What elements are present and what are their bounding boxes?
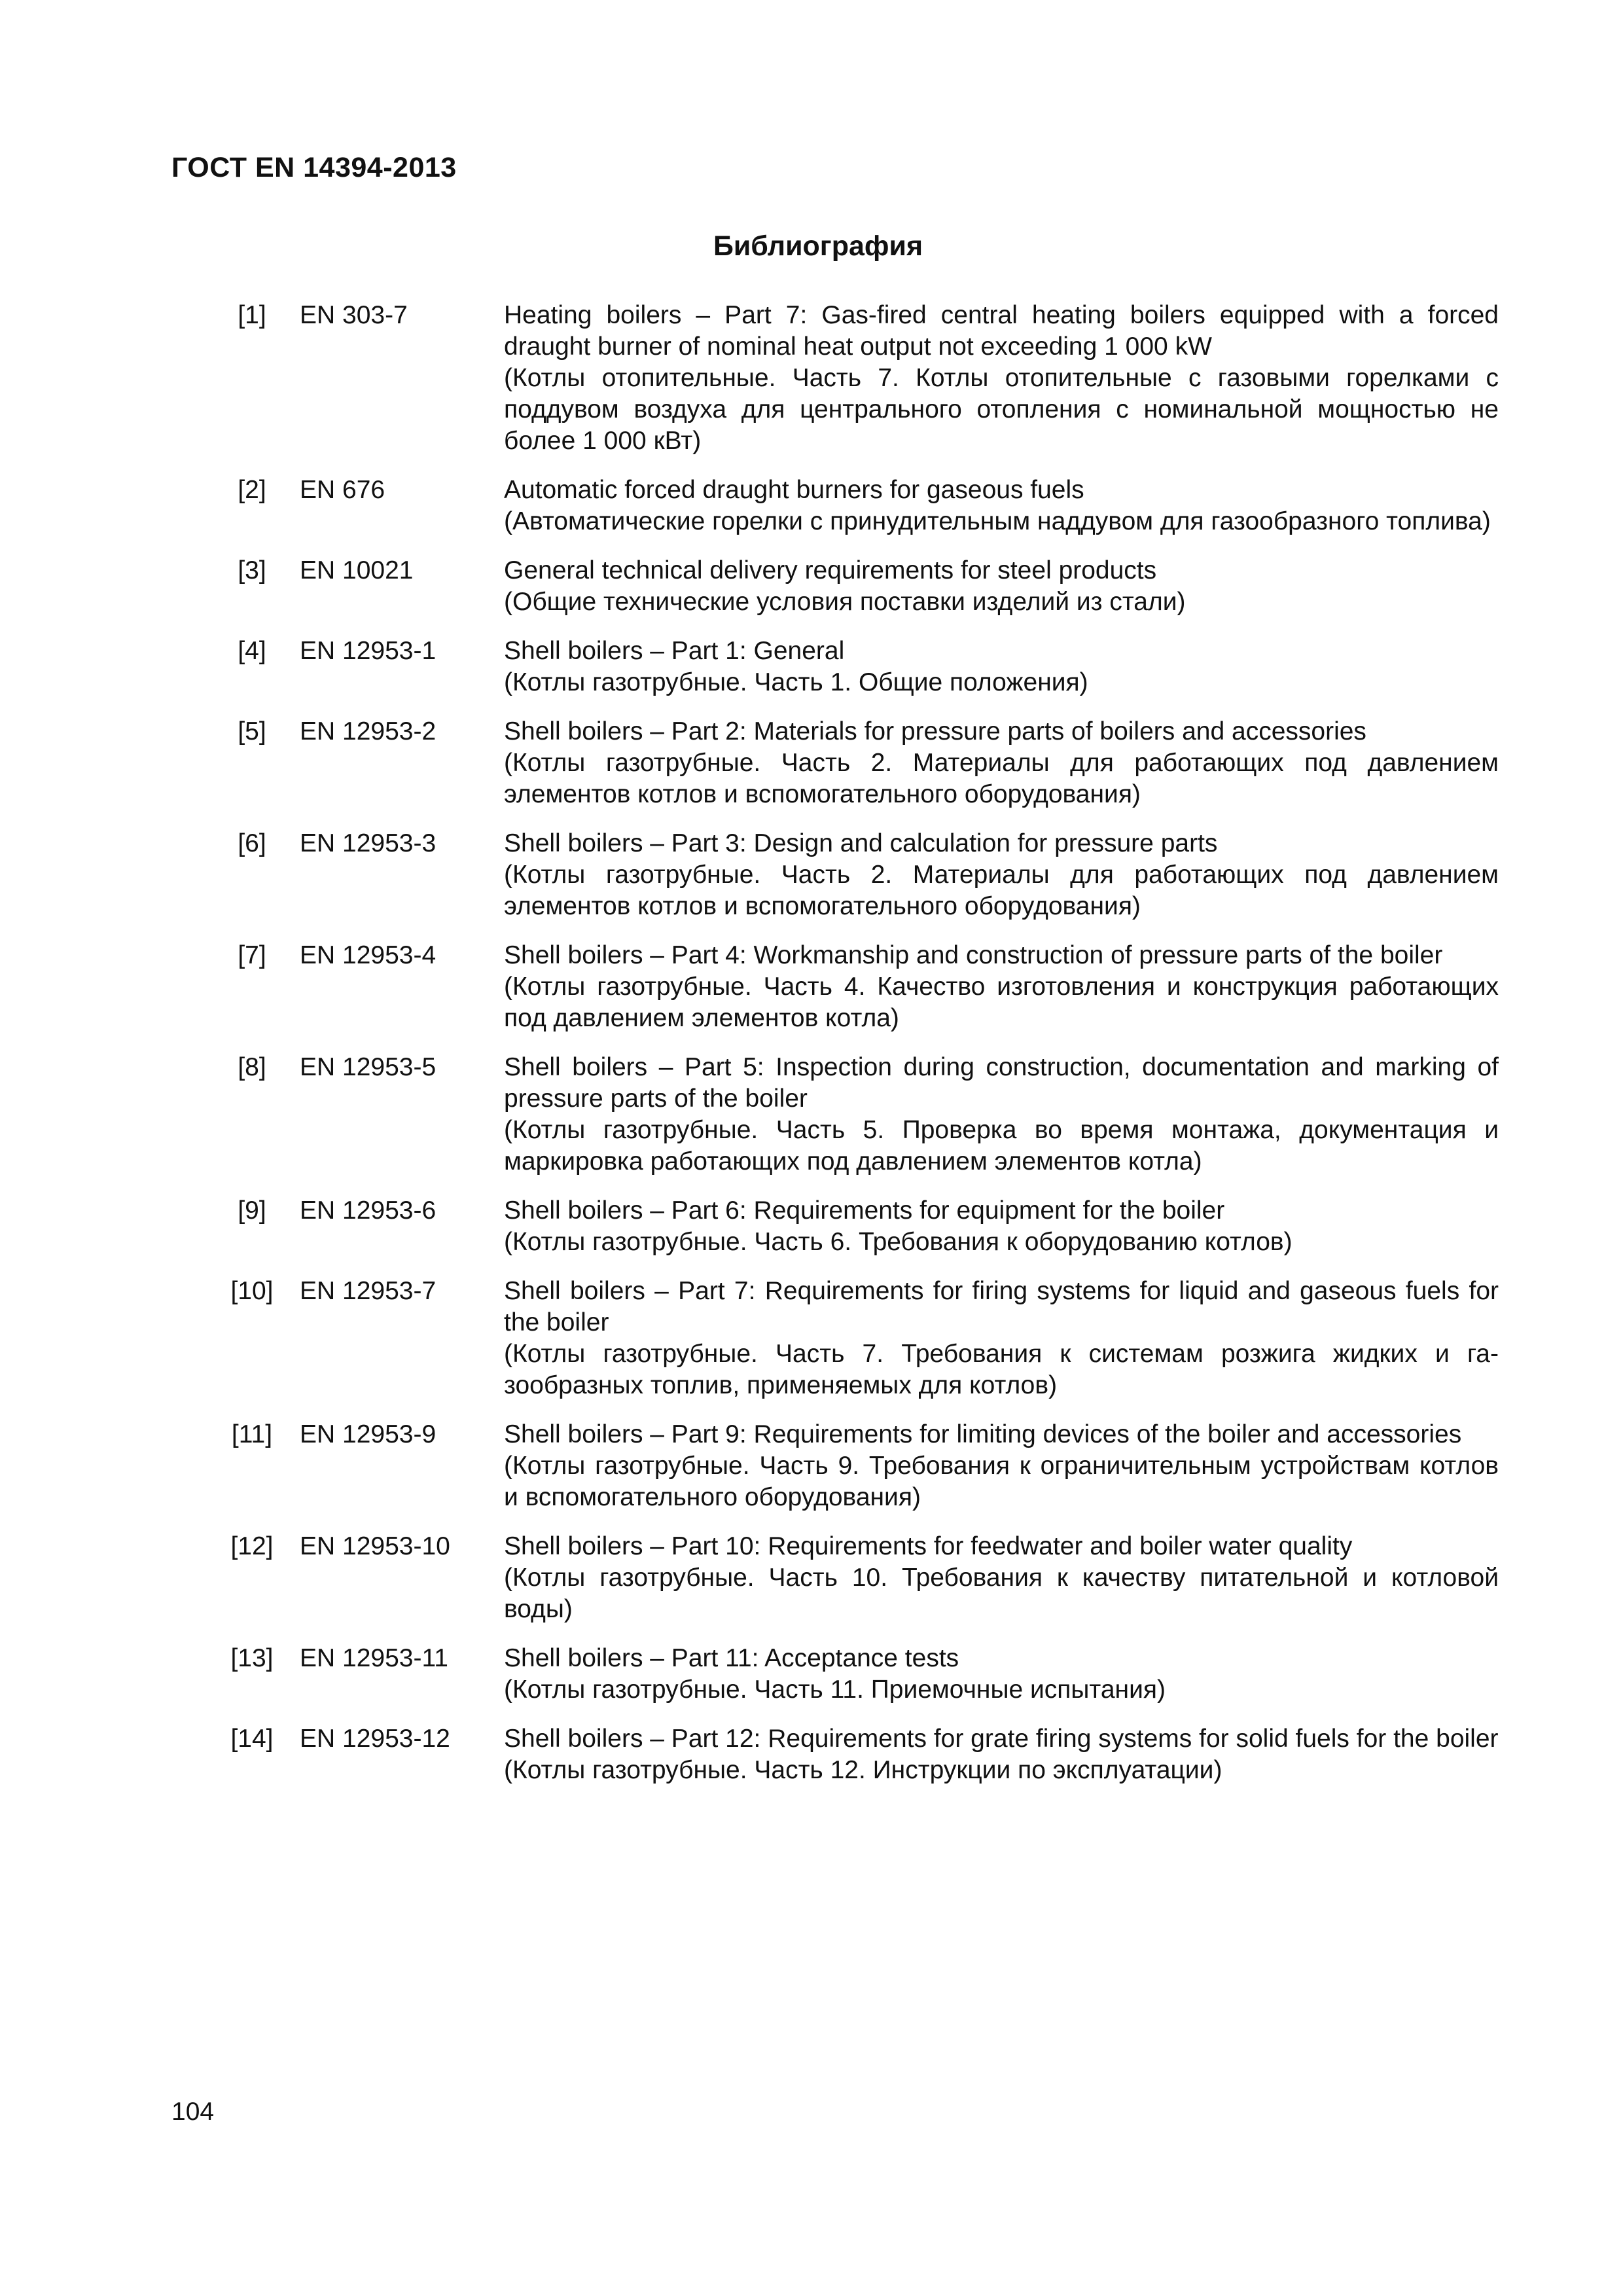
entry-number: [10] <box>230 1277 274 1305</box>
bibliography-entry <box>223 1419 1499 1513</box>
entry-title-en: Shell boilers – Part 6: Requirements for equipment for the boiler <box>504 1196 1225 1225</box>
entry-text <box>504 1276 1499 1401</box>
entry-text <box>504 636 1499 698</box>
entry-text <box>504 940 1499 1034</box>
entry-title-en: Automatic forced draught burners for gaseous fuels <box>504 476 1084 504</box>
entry-number: [5] <box>238 717 266 745</box>
entry-text <box>504 1723 1499 1786</box>
bibliography-entry <box>223 555 1499 618</box>
bibliography-entry <box>223 1643 1499 1706</box>
bibliography-entry <box>223 940 1499 1034</box>
entry-number: [6] <box>238 829 266 857</box>
entry-title-ru: (Котлы газотрубные. Часть 1. Общие положения) <box>504 668 1088 696</box>
entry-number: [3] <box>238 556 266 584</box>
entry-number: [14] <box>230 1725 274 1753</box>
entry-number: [8] <box>238 1053 266 1081</box>
entry-text <box>504 1419 1499 1513</box>
bibliography-entry <box>223 1052 1499 1177</box>
bibliography-entry <box>223 1195 1499 1258</box>
entry-text <box>504 716 1499 810</box>
entry-title-ru: (Котлы газотрубные. Часть 7. Требования к системам розжига жидких и газообразных топлив, применяемых для котлов) <box>504 1340 1499 1399</box>
entry-code: EN 12953-9 <box>300 1420 437 1448</box>
bibliography-entry <box>223 1531 1499 1625</box>
standard-code: ГОСТ EN 14394-2013 <box>171 152 457 183</box>
entry-code: EN 303-7 <box>300 301 408 329</box>
entry-title-en: Heating boilers – Part 7: Gas-fired central heating boilers equipped with a forced draught burner of nominal heat output not exceeding 1 000 kW <box>504 301 1499 361</box>
entry-title-en: Shell boilers – Part 9: Requirements for limiting devices of the boiler and accessories <box>504 1420 1462 1448</box>
entry-title-en: Shell boilers – Part 5: Inspection during construction, documentation and marking of pressure parts of the boiler <box>504 1053 1499 1113</box>
entry-title-en: Shell boilers – Part 3: Design and calculation for pressure parts <box>504 829 1218 857</box>
entry-number: [7] <box>238 941 266 969</box>
entry-title-en: Shell boilers – Part 4: Workmanship and construction of pressure parts of the boiler <box>504 941 1443 969</box>
entry-title-ru: (Котлы газотрубные. Часть 2. Материалы для работающих под давлением элементов котлов и вспомогательного оборудования) <box>504 861 1499 920</box>
entry-title-en: Shell boilers – Part 1: General <box>504 637 845 665</box>
entry-title-ru: (Котлы газотрубные. Часть 2. Материалы для работающих под давлением элементов котлов и вспомогательного оборудования) <box>504 749 1499 808</box>
entry-text <box>504 300 1499 457</box>
entry-number: [2] <box>238 476 266 504</box>
entry-text <box>504 828 1499 922</box>
entry-number: [12] <box>230 1532 274 1560</box>
entry-title-ru: (Котлы газотрубные. Часть 12. Инструкции по эксплуатации) <box>504 1756 1222 1784</box>
entry-title-en: Shell boilers – Part 2: Materials for pressure parts of boilers and accessories <box>504 717 1366 745</box>
entry-title-en: Shell boilers – Part 10: Requirements for feedwater and boiler water quality <box>504 1532 1353 1560</box>
bibliography-entry <box>223 716 1499 810</box>
entry-title-ru: (Котлы газотрубные. Часть 6. Требования к оборудованию котлов) <box>504 1228 1293 1256</box>
entry-text <box>504 475 1499 537</box>
entry-text <box>504 1195 1499 1258</box>
entry-title-ru: (Котлы газотрубные. Часть 9. Требования к ограничительным устройствам котлов и вспомогательного оборудования) <box>504 1452 1499 1511</box>
bibliography-entry <box>223 828 1499 922</box>
entry-number: [9] <box>238 1196 266 1225</box>
entry-code: EN 12953-5 <box>300 1053 437 1081</box>
bibliography-entry <box>223 475 1499 537</box>
entry-number: [1] <box>238 301 266 329</box>
bibliography-entry <box>223 300 1499 457</box>
entry-title-en: General technical delivery requirements for steel products <box>504 556 1157 584</box>
entry-title-ru: (Автоматические горелки с принудительным наддувом для газообразного топлива) <box>504 507 1491 535</box>
entry-title-ru: (Котлы газотрубные. Часть 4. Качество изготовления и конструкция работающих под давлением элементов котла) <box>504 973 1499 1032</box>
entry-code: EN 12953-1 <box>300 637 437 665</box>
bibliography-list <box>223 300 1499 1804</box>
entry-title-ru: (Котлы газотрубные. Часть 5. Проверка во время монтажа, документация и маркировка работающих под давлением элементов котла) <box>504 1116 1499 1175</box>
entry-code: EN 12953-2 <box>300 717 437 745</box>
entry-title-ru: (Котлы отопительные. Часть 7. Котлы отопительные с газовыми горелками с поддувом воздуха для центрального отопления с номинальной мощностью не более 1 000 кВт) <box>504 364 1499 455</box>
entry-code: EN 12953-10 <box>300 1532 450 1560</box>
entry-number: [11] <box>231 1420 273 1448</box>
entry-code: EN 676 <box>300 476 385 504</box>
entry-number: [13] <box>230 1644 274 1672</box>
entry-code: EN 12953-3 <box>300 829 437 857</box>
entry-text <box>504 1531 1499 1625</box>
entry-code: EN 12953-6 <box>300 1196 437 1225</box>
section-title: Библиография <box>713 230 923 262</box>
entry-code: EN 12953-7 <box>300 1277 437 1305</box>
entry-title-ru: (Общие технические условия поставки изделий из стали) <box>504 588 1186 616</box>
bibliography-entry <box>223 636 1499 698</box>
entry-code: EN 12953-11 <box>300 1644 448 1672</box>
entry-title-ru: (Котлы газотрубные. Часть 11. Приемочные испытания) <box>504 1676 1166 1704</box>
entry-code: EN 12953-12 <box>300 1725 450 1753</box>
entry-title-en: Shell boilers – Part 7: Requirements for firing systems for liquid and gaseous fuels for the boiler <box>504 1277 1499 1336</box>
entry-title-en: Shell boilers – Part 11: Acceptance tests <box>504 1644 959 1672</box>
entry-text <box>504 555 1499 618</box>
entry-code: EN 10021 <box>300 556 414 584</box>
bibliography-entry <box>223 1723 1499 1786</box>
entry-number: [4] <box>238 637 266 665</box>
page-number: 104 <box>171 2098 215 2126</box>
entry-text <box>504 1643 1499 1706</box>
entry-code: EN 12953-4 <box>300 941 437 969</box>
entry-title-ru: (Котлы газотрубные. Часть 10. Требования к качеству питательной и котловой воды) <box>504 1564 1499 1623</box>
bibliography-entry <box>223 1276 1499 1401</box>
entry-title-en: Shell boilers – Part 12: Requirements for grate firing systems for solid fuels for the boiler <box>504 1725 1499 1753</box>
entry-text <box>504 1052 1499 1177</box>
